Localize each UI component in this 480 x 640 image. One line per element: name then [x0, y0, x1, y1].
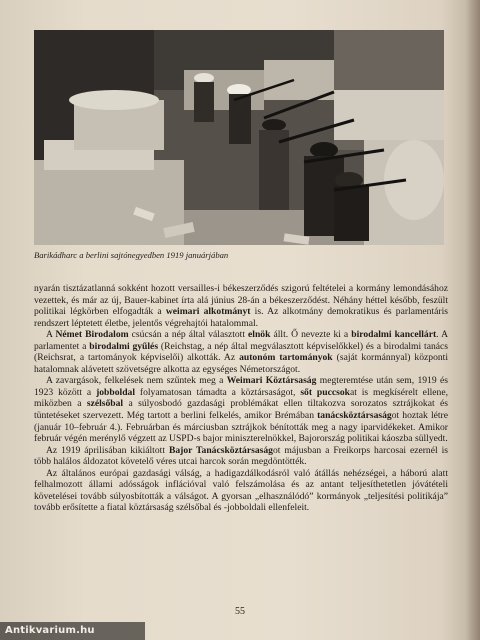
text-run: A zavargások, felkelések nem szűntek meg a: [46, 375, 227, 387]
text-run: Az általános európai gazdasági válság, a hadigazdálkodásról való átállás nehézségei, a háború alatt felhalmozott állami adósságok inflációval való felszámolása és az antant teljesíthetetlen jóvátételi követelései tovább súlyosbították a válságot. A gyorsan „elhasználódó” kormányok „teljesítési politikája” tovább erősítette a fiatal köztársaság szélsőbal és -jobboldali ellenfeleit.: [34, 467, 448, 514]
bold-term: jobboldal: [96, 386, 135, 398]
text-run: . A parlamentet a: [34, 329, 448, 352]
text-run: (Reichstag, a nép által megválasztott képviselőkkel) és a birodalmi tanács (Reichsrat, a tartományok képviselői) alkották. Az: [34, 340, 448, 364]
paragraph: [34, 468, 448, 514]
text-run: A: [46, 329, 56, 341]
text-run: ot májusban a Freikorps harcosai ezernél is több halálos áldozatot követelő véres utcai harcok során megdöntötték.: [34, 444, 449, 468]
bold-term: szélsőbal: [86, 398, 124, 410]
bold-term: tanácsköztársaság: [317, 410, 392, 422]
bold-term: elnök: [248, 329, 271, 341]
paragraph: [34, 283, 448, 329]
text-run: (saját kormánnyal) központi hatalomnak alávetett szövetségre alkotta az egységes Németországot.: [34, 352, 448, 375]
watermark-label: Antikvarium.hu: [0, 622, 145, 640]
paragraph: [34, 329, 448, 375]
text-run: Az 1919 áprilisában kikiáltott: [46, 444, 169, 456]
bold-term: birodalmi kancellárt: [351, 329, 437, 341]
paragraph: [34, 445, 448, 468]
text-run: nyarán tisztázatlanná sokként hozott versailles-i békeszerződés szigorú feltételei a kormány lemondásához vezettek, és már az új, Bauer-kabinet írta alá június 28-án a békeszerződést. Néhány héttel később, feszült politikai légkörben elfogadták a: [34, 283, 448, 318]
page-edge-shadow: [466, 0, 480, 640]
bold-term: Weimari Köztársaság: [226, 375, 317, 387]
text-run: at is megkísérelt ellene, miközben a: [34, 386, 448, 410]
historical-photo: [34, 30, 444, 245]
bold-term: autonóm tartományok: [239, 352, 333, 364]
bold-term: weimari alkotmányt: [165, 306, 251, 318]
text-run: csúcsán a nép által választott: [128, 329, 249, 341]
text-run: állt. Ő nevezte ki a: [270, 329, 352, 341]
text-run: megteremtése után sem, 1919 és 1923 között a: [34, 375, 448, 398]
bold-term: Bajor Tanácsköztársaság: [168, 444, 273, 456]
bold-term: Német Birodalom: [55, 329, 129, 341]
body-text: [34, 283, 448, 514]
text-run: a súlyosbodó gazdasági problémákat ellen tiltakozva sorozatos sztrájkokat és tüntetéseket szervezett. Még tartott a berlini felkelés, amikor Brémában: [34, 398, 448, 422]
text-run: folyamatosan támadta a köztársaságot,: [135, 386, 301, 398]
photo-caption: Barikádharc a berlini sajtónegyedben 1919 januárjában: [34, 250, 229, 260]
bold-term: sőt puccsok: [300, 386, 350, 398]
page-number: 55: [235, 606, 245, 617]
paragraph: [34, 375, 448, 444]
text-run: is. Az alkotmány demokratikus és parlamentáris rendszert léptetett életbe, jelentős végrehajtói hatalommal.: [34, 306, 448, 329]
text-run: ot hoztak létre (január 10–február 4.). Februárban és márciusban sztrájkok bénították meg a nagy iparvidékeket. Amikor február végén merénylő végzett az USPD-s bajor miniszterelnökkel, Bajorország politikai káoszba süllyedt.: [34, 410, 448, 445]
bold-term: birodalmi gyűlés: [89, 340, 159, 352]
